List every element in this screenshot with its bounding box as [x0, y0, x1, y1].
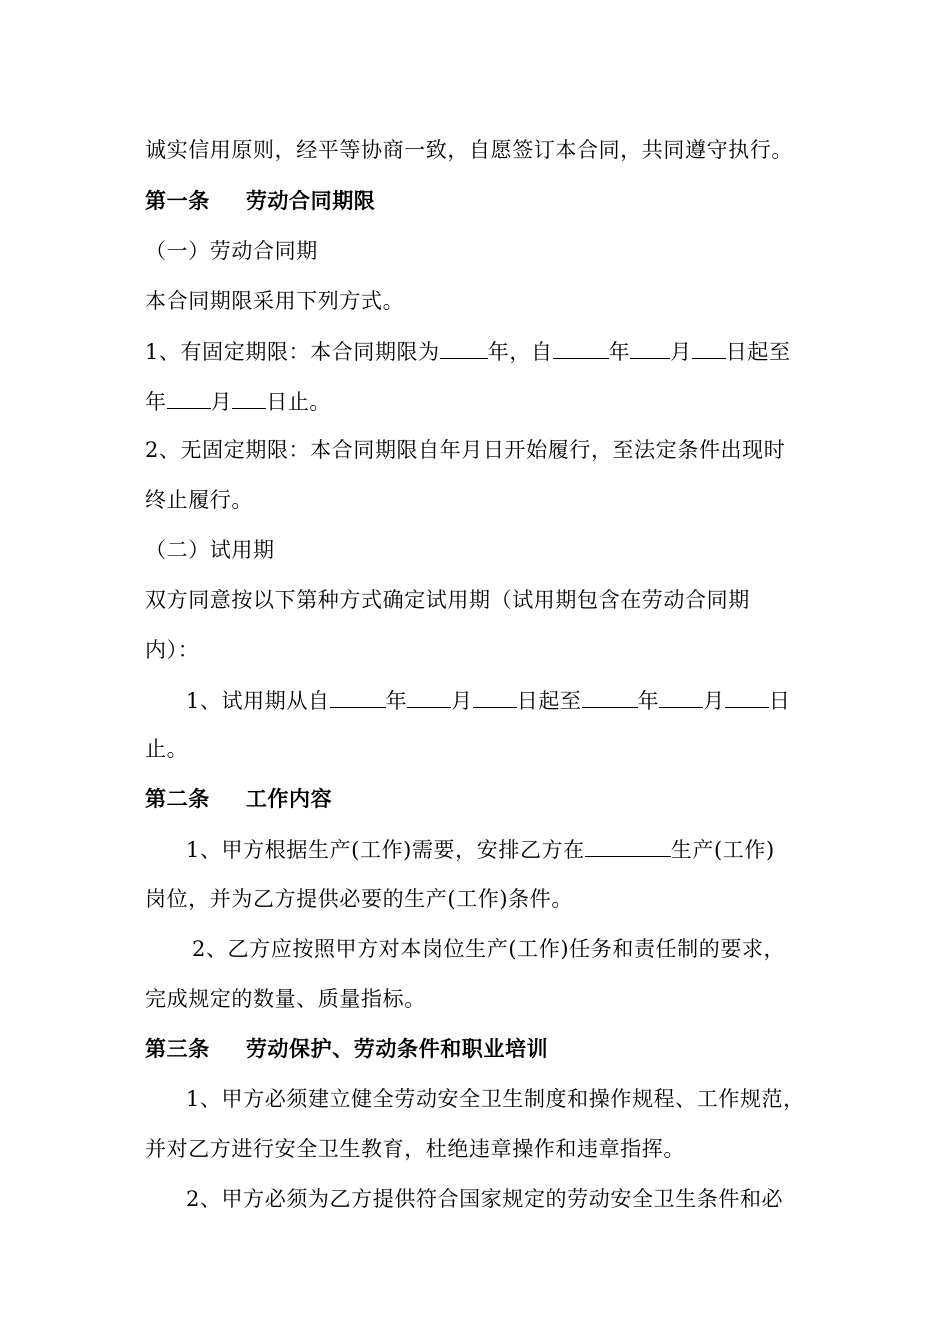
- article-number: 第二条: [145, 786, 210, 811]
- line-text: 年: [608, 340, 631, 364]
- paragraph-line: 内）：: [145, 638, 200, 662]
- line-text: 日: [768, 689, 791, 713]
- blank-field[interactable]: [330, 687, 386, 708]
- line-text: 月: [703, 689, 725, 713]
- blank-field[interactable]: [232, 388, 266, 409]
- line-text: 1、试用期从自: [186, 689, 330, 713]
- article-number: 第三条: [145, 1036, 210, 1061]
- paragraph-line: 2、乙方应按照甲方对本岗位生产(工作)任务和责任制的要求，: [192, 937, 786, 961]
- paragraph-line: [145, 338, 791, 365]
- paragraph-line: 本合同期限采用下列方式。: [145, 289, 405, 313]
- line-text: 日起至: [516, 689, 582, 713]
- line-text: 月: [451, 689, 473, 713]
- paragraph-line: 诚实信用原则，经平等协商一致，自愿签订本合同，共同遵守执行。: [145, 138, 793, 162]
- paragraph-line: [186, 687, 790, 714]
- article-title: 工作内容: [245, 786, 333, 811]
- blank-field[interactable]: [167, 388, 211, 409]
- section-heading: （一）劳动合同期: [145, 239, 318, 263]
- paragraph-line: 止。: [145, 737, 189, 761]
- article-title: 劳动合同期限: [245, 188, 376, 213]
- article-heading: [145, 188, 375, 214]
- paragraph-line: [145, 388, 331, 415]
- blank-field[interactable]: [630, 338, 670, 359]
- paragraph-line: 2、无固定期限：本合同期限自年月日开始履行，至法定条件出现时: [145, 438, 786, 462]
- blank-field[interactable]: [725, 687, 769, 708]
- line-text: 年: [145, 390, 167, 414]
- blank-field[interactable]: [659, 687, 703, 708]
- paragraph-line: [186, 836, 775, 863]
- blank-field[interactable]: [692, 338, 726, 359]
- line-text: 年: [385, 689, 408, 713]
- line-text: 1、甲方根据生产(工作)需要，安排乙方在: [186, 838, 585, 862]
- line-text: 年，自: [487, 340, 553, 364]
- paragraph-line: 1、甲方必须建立健全劳动安全卫生制度和操作规程、工作规范，: [186, 1087, 805, 1111]
- blank-field[interactable]: [473, 687, 517, 708]
- line-text: 年: [637, 689, 660, 713]
- line-text: 月: [670, 340, 692, 364]
- article-number: 第一条: [145, 188, 210, 213]
- line-text: 日止。: [266, 390, 332, 414]
- paragraph-line: 完成规定的数量、质量指标。: [145, 987, 426, 1011]
- article-title: 劳动保护、劳动条件和职业培训: [245, 1036, 549, 1061]
- blank-field[interactable]: [582, 687, 638, 708]
- paragraph-line: 终止履行。: [145, 488, 253, 512]
- blank-field[interactable]: [553, 338, 609, 359]
- paragraph-line: 并对乙方进行安全卫生教育，杜绝违章操作和违章指挥。: [145, 1137, 685, 1161]
- blank-field[interactable]: [585, 836, 671, 857]
- line-text: 1、有固定期限：本合同期限为: [145, 340, 440, 364]
- article-heading: [145, 786, 332, 812]
- section-heading: （二）试用期: [145, 538, 275, 562]
- paragraph-line: 2、甲方必须为乙方提供符合国家规定的劳动安全卫生条件和必: [186, 1187, 784, 1211]
- blank-field[interactable]: [440, 338, 488, 359]
- line-text: 日起至: [725, 340, 791, 364]
- line-text: 生产(工作): [670, 838, 775, 862]
- article-heading: [145, 1036, 548, 1062]
- paragraph-line: 岗位，并为乙方提供必要的生产(工作)条件。: [145, 887, 573, 911]
- blank-field[interactable]: [407, 687, 451, 708]
- paragraph-line: 双方同意按以下第种方式确定试用期（试用期包含在劳动合同期: [145, 588, 750, 612]
- line-text: 月: [210, 390, 233, 414]
